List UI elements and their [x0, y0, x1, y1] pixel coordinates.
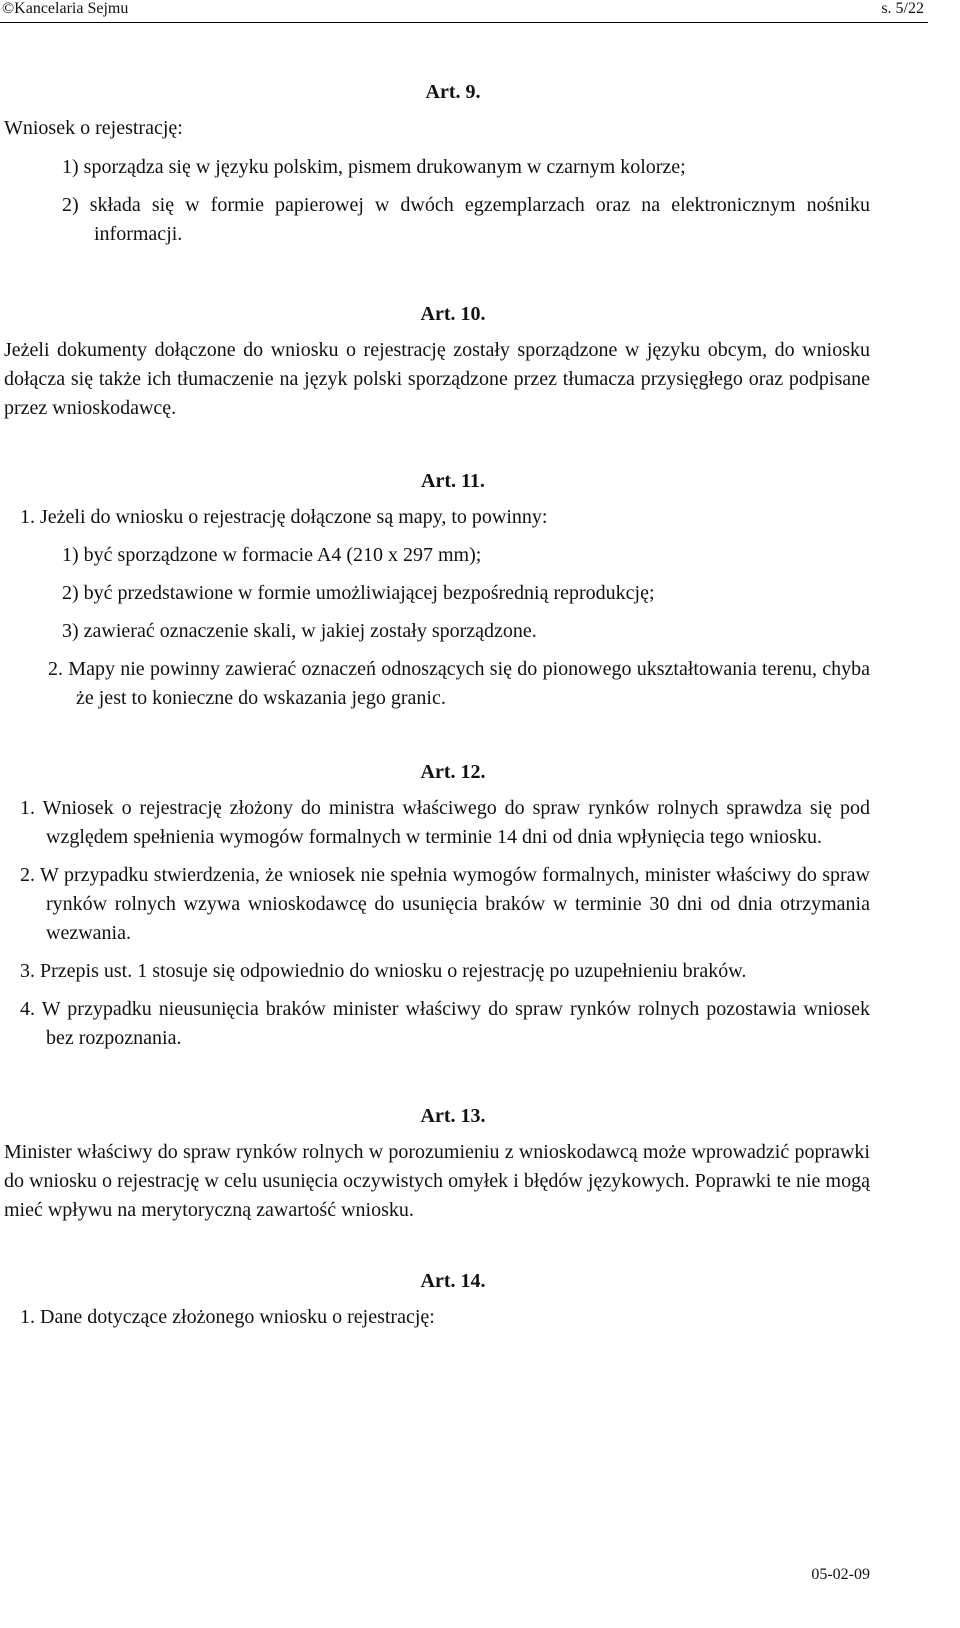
page-header: [0, 0, 928, 23]
page-number: s. 5/22: [881, 0, 924, 17]
article-14-title: Art. 14.: [420, 1270, 486, 1292]
article-13-title: Art. 13.: [420, 1105, 486, 1127]
article-10-title: Art. 10.: [420, 303, 486, 325]
article-11-title: Art. 11.: [421, 470, 485, 492]
article-10-text: Jeżeli dokumenty dołączone do wniosku o rejestrację zostały sporządzone w języku obcym, do wniosku dołącza się także ich tłumaczenie na język polski sporządzone przez tłumacza przysięgłego oraz podpisane przez wnioskodawcę.: [4, 339, 870, 419]
article-13-text: Minister właściwy do spraw rynków rolnych w porozumieniu z wnioskodawcą może wprowadzić poprawki do wniosku o rejestrację w celu usunięcia oczywistych omyłek i błędów językowych. Poprawki te nie mogą mieć wpływu na merytoryczną zawartość wniosku.: [4, 1141, 870, 1221]
article-9-item-1: 1) sporządza się w języku polskim, pismem drukowanym w czarnym kolorze;: [62, 156, 686, 178]
document-body: [4, 78, 870, 1341]
article-12-para-4: 4. W przypadku nieusunięcia braków minister właściwy do spraw rynków rolnych pozostawia wniosek bez rozpoznania.: [20, 998, 870, 1049]
article-12-para-1: 1. Wniosek o rejestrację złożony do ministra właściwego do spraw rynków rolnych sprawdza się pod względem spełnienia wymogów formalnych w terminie 14 dni od dnia wpłynięcia tego wniosku.: [20, 797, 870, 848]
article-11-para-2: 2. Mapy nie powinny zawierać oznaczeń odnoszących się do pionowego ukształtowania terenu, chyba że jest to konieczne do wskazania jego granic.: [48, 658, 870, 709]
article-9-item-2: 2) składa się w formie papierowej w dwóch egzemplarzach oraz na elektronicznym nośniku informacji.: [62, 194, 870, 245]
article-9-lead: Wniosek o rejestrację:: [4, 117, 183, 139]
article-11-item-1: 1) być sporządzone w formacie A4 (210 x 297 mm);: [62, 544, 482, 566]
article-14-para-1: 1. Dane dotyczące złożonego wniosku o rejestrację:: [20, 1306, 435, 1328]
document-date: 05-02-09: [811, 1566, 870, 1583]
article-11-item-3: 3) zawierać oznaczenie skali, w jakiej zostały sporządzone.: [62, 620, 537, 642]
copyright-label: ©Kancelaria Sejmu: [2, 0, 129, 17]
article-11-para-1: 1. Jeżeli do wniosku o rejestrację dołączone są mapy, to powinny:: [20, 506, 548, 528]
article-12-para-2: 2. W przypadku stwierdzenia, że wniosek nie spełnia wymogów formalnych, minister właściwy do spraw rynków rolnych wzywa wnioskodawcę do usunięcia braków w terminie 30 dni od dnia otrzymania wezwania.: [20, 864, 870, 944]
article-9-title: Art. 9.: [425, 81, 481, 103]
article-12-title: Art. 12.: [420, 761, 486, 783]
article-11-item-2: 2) być przedstawione w formie umożliwiającej bezpośrednią reprodukcję;: [62, 582, 655, 604]
article-12-para-3: 3. Przepis ust. 1 stosuje się odpowiednio do wniosku o rejestrację po uzupełnieniu braków.: [20, 960, 747, 982]
